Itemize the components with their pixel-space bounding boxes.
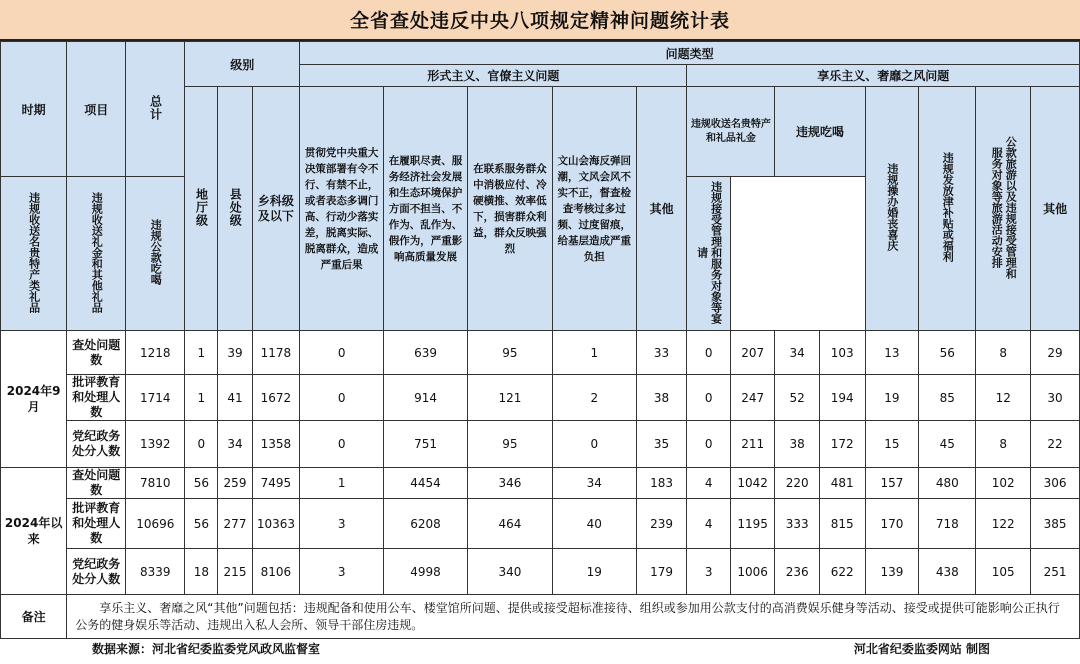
value-cell: 239	[636, 499, 687, 549]
value-cell: 35	[636, 421, 687, 468]
value-cell: 0	[687, 331, 730, 375]
value-cell: 179	[636, 549, 687, 595]
remark-label: 备注	[1, 595, 67, 639]
header-formalism-col-4: 文山会海反弹回潮，文风会风不实不正，督查检查考核过多过频、过度留痕，给基层造成严重负担	[552, 87, 636, 331]
row-item-cell	[67, 549, 126, 595]
value-cell: 4454	[384, 468, 468, 499]
value-cell: 6208	[384, 499, 468, 549]
value-cell: 815	[819, 499, 865, 549]
value-cell: 95	[467, 421, 552, 468]
header-formalism-col-2: 在履职尽责、服务经济社会发展和生态环境保护方面不担当、不作为、乱作为、假作为，严重影响高质量发展	[384, 87, 468, 331]
header-problem-type: 问题类型	[300, 42, 1080, 65]
value-cell: 622	[819, 549, 865, 595]
header-level: 级别	[185, 42, 300, 87]
value-cell: 85	[919, 375, 976, 421]
header-period: 时期	[1, 42, 67, 177]
value-cell: 40	[552, 499, 636, 549]
value-cell: 211	[730, 421, 775, 468]
value-cell: 12	[976, 375, 1031, 421]
footer	[0, 632, 1080, 664]
value-cell: 251	[1031, 549, 1080, 595]
header-dining-public: 违规公款吃喝	[126, 177, 185, 331]
value-cell: 19	[865, 375, 919, 421]
header-level-township: 乡科级及以下	[252, 87, 300, 331]
value-cell: 13	[865, 331, 919, 375]
row-item-cell	[67, 331, 126, 375]
value-cell: 3	[300, 549, 384, 595]
value-cell: 220	[775, 468, 820, 499]
value-cell: 139	[865, 549, 919, 595]
header-formalism-col-3: 在联系服务群众中消极应付、冷硬横推、效率低下，损害群众利益，群众反映强烈	[467, 87, 552, 331]
value-cell: 236	[775, 549, 820, 595]
data-source: 数据来源：河北省纪委监委党风政风监督室	[92, 641, 321, 656]
value-cell: 385	[1031, 499, 1080, 549]
row-item-cell	[67, 421, 126, 468]
header-dining-banquet: 违规接受管理和服务对象等宴请	[687, 177, 730, 331]
value-cell: 1358	[252, 421, 300, 468]
period-label: 2024年9月	[6, 384, 61, 414]
value-cell: 751	[384, 421, 468, 468]
value-cell: 7810	[126, 468, 185, 499]
remark-text: 享乐主义、奢靡之风“其他”问题包括：违规配备和使用公车、楼堂馆所问题、提供或接受超标准接待、组织或参加用公款支付的高消费娱乐健身等活动、接受或提供可能影响公正执行公务的健身娱乐等活动、违规出入私人会所、领导干部住房违规。	[67, 595, 1080, 639]
value-cell: 1	[185, 375, 218, 421]
row-item-label: 党纪政务处分人数	[72, 429, 121, 458]
value-cell: 22	[1031, 421, 1080, 468]
value-cell: 914	[384, 375, 468, 421]
header-formalism-col-1: 贯彻党中央重大决策部署有令不行、有禁不止，或者表态多调门高、行动少落实差，脱离实际、脱离群众，造成严重后果	[300, 87, 384, 331]
value-cell: 8	[976, 421, 1031, 468]
row-item-label: 批评教育和处理人数	[72, 501, 121, 545]
header-level-prefecture: 地厅级	[185, 87, 218, 331]
value-cell: 0	[300, 331, 384, 375]
value-cell: 172	[819, 421, 865, 468]
value-cell: 38	[636, 375, 687, 421]
value-cell: 1006	[730, 549, 775, 595]
value-cell: 103	[819, 331, 865, 375]
value-cell: 1	[552, 331, 636, 375]
row-item-label: 批评教育和处理人数	[72, 375, 121, 419]
value-cell: 2	[552, 375, 636, 421]
value-cell: 333	[775, 499, 820, 549]
period-label: 2024年以来	[4, 516, 63, 546]
value-cell: 0	[300, 375, 384, 421]
value-cell: 121	[467, 375, 552, 421]
row-item-cell	[67, 375, 126, 421]
value-cell: 1	[185, 331, 218, 375]
value-cell: 1195	[730, 499, 775, 549]
value-cell: 277	[218, 499, 252, 549]
value-cell: 30	[1031, 375, 1080, 421]
row-item-cell	[67, 468, 126, 499]
table-row	[1, 375, 1080, 421]
value-cell: 718	[919, 499, 976, 549]
value-cell: 33	[636, 331, 687, 375]
header-level-county: 县处级	[218, 87, 252, 331]
header-wedding-funeral: 违规操办婚丧喜庆	[865, 87, 919, 331]
value-cell: 464	[467, 499, 552, 549]
value-cell: 15	[865, 421, 919, 468]
value-cell: 10363	[252, 499, 300, 549]
value-cell: 7495	[252, 468, 300, 499]
value-cell: 0	[185, 421, 218, 468]
header-formalism-other: 其他	[636, 87, 687, 331]
value-cell: 34	[218, 421, 252, 468]
header-travel: 公款旅游以及违规接受管理和服务对象等旅游活动安排	[976, 87, 1031, 331]
header-item: 项目	[67, 42, 126, 177]
page-title: 全省查处违反中央八项规定精神问题统计表	[0, 0, 1080, 41]
row-item-cell	[67, 499, 126, 549]
value-cell: 194	[819, 375, 865, 421]
value-cell: 34	[552, 468, 636, 499]
maker-credit: 河北省纪委监委网站 制图	[853, 641, 990, 656]
value-cell: 0	[687, 375, 730, 421]
value-cell: 183	[636, 468, 687, 499]
header-formalism-group: 形式主义、官僚主义问题	[300, 65, 687, 87]
value-cell: 10696	[126, 499, 185, 549]
value-cell: 19	[552, 549, 636, 595]
value-cell: 4	[687, 468, 730, 499]
table-row	[1, 499, 1080, 549]
value-cell: 438	[919, 549, 976, 595]
value-cell: 39	[218, 331, 252, 375]
value-cell: 346	[467, 468, 552, 499]
value-cell: 34	[775, 331, 820, 375]
value-cell: 0	[300, 421, 384, 468]
value-cell: 56	[919, 331, 976, 375]
value-cell: 105	[976, 549, 1031, 595]
header-subsidy: 违规发放津补贴或福利	[919, 87, 976, 331]
period-cell	[1, 331, 67, 468]
value-cell: 1218	[126, 331, 185, 375]
table-row	[1, 421, 1080, 468]
value-cell: 170	[865, 499, 919, 549]
value-cell: 3	[687, 549, 730, 595]
value-cell: 8339	[126, 549, 185, 595]
table-row	[1, 468, 1080, 499]
value-cell: 8106	[252, 549, 300, 595]
value-cell: 18	[185, 549, 218, 595]
header-dining-group: 违规吃喝	[775, 87, 865, 177]
value-cell: 215	[218, 549, 252, 595]
value-cell: 4998	[384, 549, 468, 595]
value-cell: 1714	[126, 375, 185, 421]
value-cell: 259	[218, 468, 252, 499]
value-cell: 1672	[252, 375, 300, 421]
header-gift-specialty: 违规收送名贵特产类礼品	[1, 177, 67, 331]
value-cell: 481	[819, 468, 865, 499]
value-cell: 0	[552, 421, 636, 468]
value-cell: 45	[919, 421, 976, 468]
header-gift-money: 违规收送礼金和其他礼品	[67, 177, 126, 331]
period-cell	[1, 468, 67, 595]
statistics-table	[0, 41, 1080, 639]
value-cell: 8	[976, 331, 1031, 375]
value-cell: 247	[730, 375, 775, 421]
value-cell: 4	[687, 499, 730, 549]
value-cell: 207	[730, 331, 775, 375]
value-cell: 102	[976, 468, 1031, 499]
table-row	[1, 549, 1080, 595]
value-cell: 0	[687, 421, 730, 468]
value-cell: 157	[865, 468, 919, 499]
value-cell: 1392	[126, 421, 185, 468]
value-cell: 306	[1031, 468, 1080, 499]
value-cell: 29	[1031, 331, 1080, 375]
value-cell: 122	[976, 499, 1031, 549]
value-cell: 1042	[730, 468, 775, 499]
value-cell: 1178	[252, 331, 300, 375]
header-hedonism-group: 享乐主义、奢靡之风问题	[687, 65, 1080, 87]
header-total: 总计	[126, 42, 185, 177]
value-cell: 41	[218, 375, 252, 421]
row-item-label: 查处问题数	[72, 337, 121, 367]
header-hedonism-other: 其他	[1031, 87, 1080, 331]
row-item-label: 党纪政务处分人数	[72, 556, 121, 586]
value-cell: 480	[919, 468, 976, 499]
value-cell: 52	[775, 375, 820, 421]
value-cell: 56	[185, 468, 218, 499]
value-cell: 639	[384, 331, 468, 375]
value-cell: 3	[300, 499, 384, 549]
row-item-label: 查处问题数	[72, 468, 121, 497]
value-cell: 1	[300, 468, 384, 499]
value-cell: 95	[467, 331, 552, 375]
value-cell: 38	[775, 421, 820, 468]
value-cell: 56	[185, 499, 218, 549]
value-cell: 340	[467, 549, 552, 595]
header-gift-group: 违规收送名贵特产和礼品礼金	[687, 87, 775, 177]
table-row	[1, 331, 1080, 375]
